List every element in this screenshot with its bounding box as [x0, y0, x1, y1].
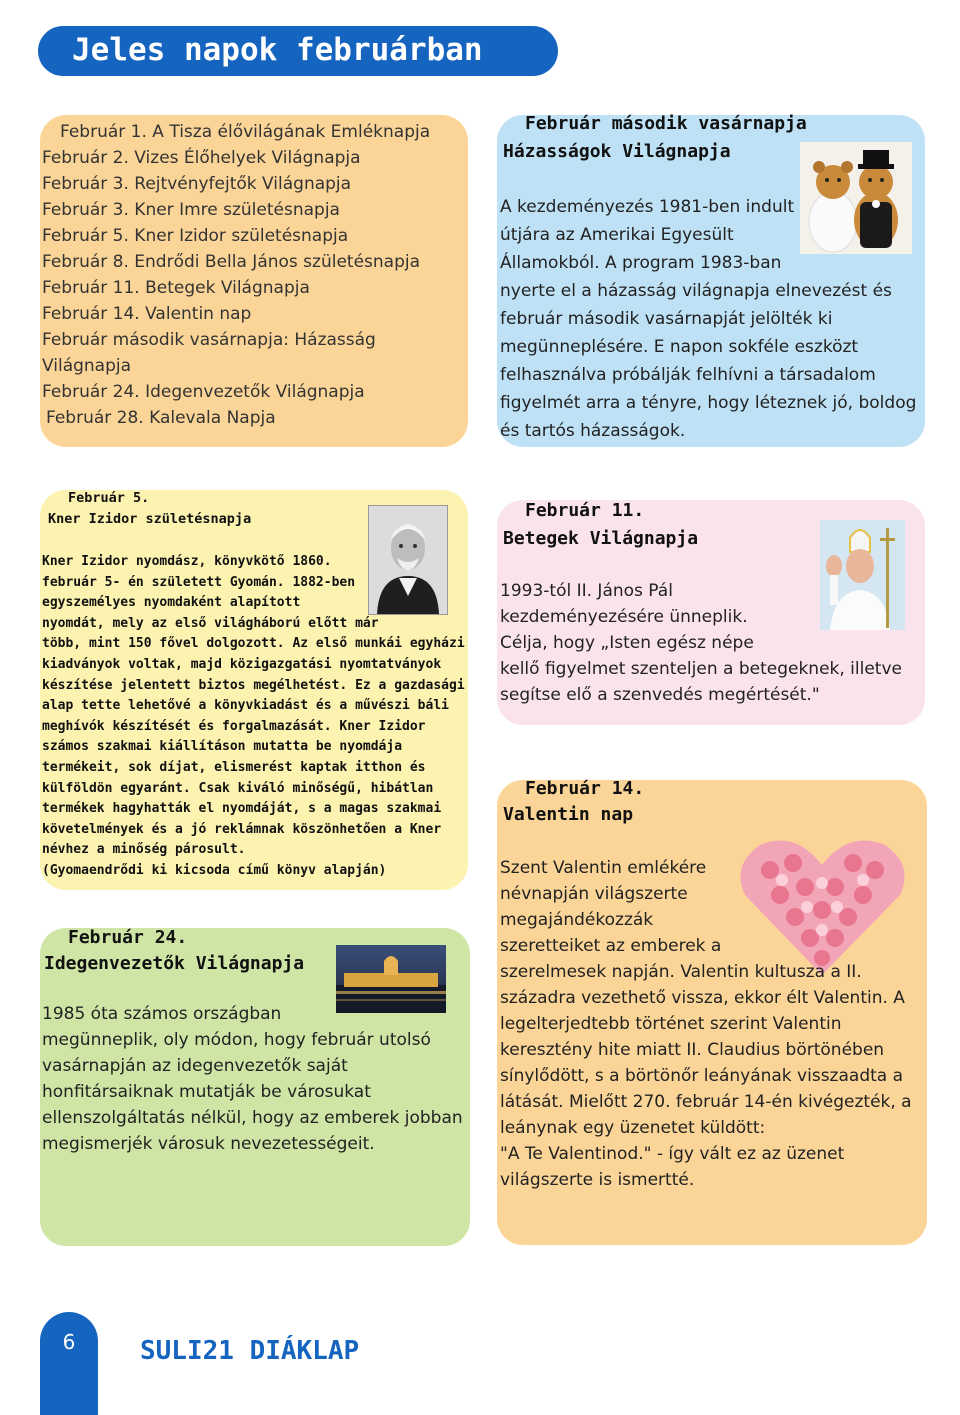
calendar-item: Február 14. Valentin nap: [42, 304, 252, 324]
marriage-text-line: felhasználva próbálják felhívni a társadalom: [500, 365, 876, 385]
kner-text-line: készítése jelentett biztos megélhetést. Ez a gazdasági: [42, 677, 465, 693]
calendar-item: Február második vasárnapja: Házasság: [42, 330, 376, 350]
valentine-text-line: leánynak egy üzenetet küldött:: [500, 1118, 766, 1138]
page-number: 6: [62, 1330, 76, 1354]
guide-text-line: honfitársaiknak mutatják be városukat: [42, 1082, 371, 1102]
kner-text-line: alap tette lehetővé a könyvkiadást és a művészi báli: [42, 698, 449, 714]
valentine-subheading: Valentin nap: [503, 804, 634, 825]
marriage-heading: Február második vasárnapja: [525, 113, 807, 134]
marriage-text-line: nyerte el a házasság világnapja elnevezést és: [500, 281, 892, 301]
marriage-text-line: megünneplésére. E napon sokféle eszközt: [500, 337, 859, 357]
kner-text-line: termékek hagyhatták el nyomdáját, s a magas szakmai: [42, 801, 442, 817]
calendar-item: Február 28. Kalevala Napja: [46, 408, 276, 428]
valentine-text-line: "A Te Valentinod." - így vált ez az üzenet: [500, 1144, 845, 1164]
kner-text-line: számos szakmai kiállításon mutatta be nyomdája: [42, 739, 403, 755]
valentine-text-line: Szent Valentin emlékére: [500, 858, 707, 878]
marriage-text-line: útjára az Amerikai Egyesült: [500, 225, 734, 245]
valentine-text-line: sínylődött, s a börtönőr leányának visszaadta a: [500, 1066, 904, 1086]
teddy-bears-photo: [800, 142, 912, 254]
kner-text-line: külföldön egyaránt. Csak kiváló minőségű, hibátlan: [42, 780, 434, 796]
calendar-item: Február 3. Kner Imre születésnapja: [42, 200, 340, 220]
calendar-item: Február 8. Endrődi Bella János születésnapja: [42, 252, 421, 272]
guide-subheading: Idegenvezetők Világnapja: [44, 953, 305, 974]
kner-text-line: meghívók készítését és forgalmazását. Kner Izidor: [42, 718, 426, 734]
valentine-text-line: megajándékozzák: [500, 910, 654, 930]
valentine-text-line: legelterjedtebb történet szerint Valentin: [500, 1014, 842, 1034]
valentine-heading: Február 14.: [525, 778, 645, 799]
guide-text-line: 1985 óta számos országban: [42, 1004, 282, 1024]
city-night-photo: [336, 945, 446, 1013]
kner-text-line: névhez a minőség párosult.: [42, 842, 246, 858]
calendar-item: Február 5. Kner Izidor születésnapja: [42, 226, 349, 246]
guide-heading: Február 24.: [68, 927, 188, 948]
marriage-text-line: A kezdeményezés 1981-ben indult: [500, 197, 795, 217]
sick-text-line: Célja, hogy „Isten egész népe: [500, 633, 754, 653]
guide-text-line: megismerjék városuk nevezetességeit.: [42, 1134, 375, 1154]
sick-text-line: segítse elő a szenvedés megértését.": [500, 685, 820, 705]
kner-text-line: követelmények és a jó reklámnak köszönhetően a Kner: [42, 821, 442, 837]
publication-name: SULI21 DIÁKLAP: [140, 1336, 360, 1366]
page-title: Jeles napok februárban: [72, 32, 483, 68]
valentine-text-line: szerelmesek napján. Valentin kultusza a II.: [500, 962, 862, 982]
kner-portrait-photo: [368, 505, 448, 615]
kner-text-line: termékeit, sok díjat, elismerést kaptak itthon és: [42, 760, 426, 775]
sick-subheading: Betegek Világnapja: [503, 528, 699, 549]
calendar-item: Február 1. A Tisza élővilágának Emléknapja: [60, 122, 431, 142]
marriage-text-line: figyelmét arra a tényre, hogy léteznek jó, boldog: [500, 393, 917, 413]
pope-photo: [820, 520, 905, 630]
calendar-item: Február 11. Betegek Világnapja: [42, 278, 310, 298]
marriage-text-line: Államokból. A program 1983-ban: [500, 253, 782, 273]
valentine-text-line: névnapján világszerte: [500, 884, 688, 904]
calendar-item: Február 2. Vizes Élőhelyek Világnapja: [42, 148, 361, 168]
calendar-item: Február 24. Idegenvezetők Világnapja: [42, 382, 365, 402]
sick-heading: Február 11.: [525, 500, 645, 521]
kner-source-note: (Gyomaendrődi ki kicsoda című könyv alapján): [42, 863, 387, 878]
kner-subheading: Kner Izidor születésnapja: [48, 511, 252, 527]
kner-text-line: nyomdát, mely az első világháború előtt már: [42, 615, 379, 631]
page-number-tab: [40, 1312, 98, 1415]
marriage-text-line: és tartós házasságok.: [500, 421, 686, 441]
kner-text-line: egyszemélyes nyomdaként alapított: [42, 595, 301, 611]
calendar-item: Világnapja: [42, 356, 132, 376]
valentine-text-line: látását. Mielőtt 270. február 14-én kivégezték, a: [500, 1092, 912, 1112]
kner-text-line: február 5- én született Gyomán. 1882-ben: [42, 574, 356, 590]
kner-text-line: Kner Izidor nyomdász, könyvkötő 1860.: [42, 554, 332, 569]
kner-heading: Február 5.: [68, 490, 150, 506]
sick-text-line: kellő figyelmet szenteljen a betegeknek, illetve: [500, 659, 902, 679]
calendar-item: Február 3. Rejtvényfejtők Világnapja: [42, 174, 352, 194]
marriage-subheading: Házasságok Világnapja: [503, 141, 731, 162]
kner-text-line: kiadványok voltak, majd közigazgatási nyomtatványok: [42, 657, 442, 672]
guide-text-line: ellenszolgáltatás nélkül, hogy az emberek jobban: [42, 1108, 463, 1128]
sick-text-line: 1993-tól II. János Pál: [500, 581, 673, 601]
valentine-text-line: szeretteiket az emberek a: [500, 936, 722, 956]
valentine-text-line: századra vezethető vissza, ekkor élt Valentin. A: [500, 988, 905, 1008]
sick-text-line: kezdeményezésére ünneplik.: [500, 607, 748, 627]
marriage-text-line: február második vasárnapját jelölték ki: [500, 309, 833, 329]
guide-text-line: vasárnapján az idegenvezetők saját: [42, 1056, 348, 1076]
guide-text-line: megünneplik, oly módon, hogy február utolsó: [42, 1030, 431, 1050]
kner-text-line: több, mint 150 fővel dolgozott. Az első munkái egyházi: [42, 636, 465, 652]
valentine-text-line: világszerte is ismertté.: [500, 1170, 695, 1190]
valentine-text-line: keresztény hite miatt II. Claudius börtönében: [500, 1040, 885, 1060]
